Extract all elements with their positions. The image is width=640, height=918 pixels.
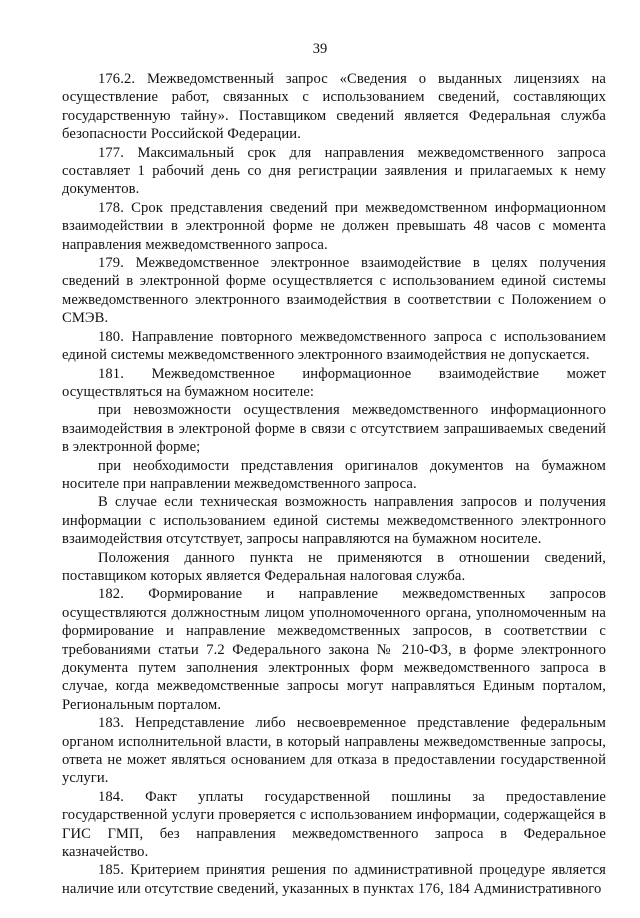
paragraph-181-case-2: при необходимости представления оригиналов документов на бумажном носителе при направлении межведомственного запроса.: [62, 457, 606, 492]
paragraph-181: 181. Межведомственное информационное взаимодействие может осуществляться на бумажном носителе:: [62, 365, 606, 400]
paragraph-181-exception: Положения данного пункта не применяются в отношении сведений, поставщиком которых является Федеральная налоговая служба.: [62, 549, 606, 584]
page-body: [62, 70, 606, 898]
paragraph-181-paper-fallback: В случае если техническая возможность направления запросов и получения информации с использованием единой системы межведомственного электронного взаимодействия отсутствует, запросы направляются на бумажном носителе.: [62, 494, 606, 548]
paragraph-182: 182. Формирование и направление межведомственных запросов осуществляются должностным лицом уполномоченного органа, уполномоченным на формирование и направление межведомственных запросов, в соответствии с требованиями статьи 7.2 Федерального закона № 210-ФЗ, в форме электронного документа путем заполнения электронных форм межведомственного запроса в случае, когда межведомственные запросы могут направляться Единым порталом, Региональным порталом.: [62, 586, 606, 713]
paragraph-185: 185. Критерием принятия решения по административной процедуре является наличие или отсутствие сведений, указанных в пунктах 176, 184 Административного: [62, 862, 606, 897]
paragraph-184: 184. Факт уплаты государственной пошлины за предоставление государственной услуги проверяется с использованием информации, содержащейся в ГИС ГМП, без направления межведомственного запроса в Федеральное казначейство.: [62, 788, 606, 861]
paragraph-181-case-1: при невозможности осуществления межведомственного информационного взаимодействия в электроной форме в связи с отсутствием запрашиваемых сведений в электронной форме;: [62, 402, 606, 456]
paragraph-183: 183. Непредставление либо несвоевременное представление федеральным органом исполнительной власти, в который направлены межведомственные запросы, ответа не может являться основанием для отказа в предоставлении государственной услуги.: [62, 715, 606, 787]
paragraph-176-2: 176.2. Межведомственный запрос «Сведения о выданных лицензиях на осуществление работ, связанных с использованием сведений, составляющих государственную тайну». Поставщиком сведений является Федеральная служба безопасности Российской Федерации.: [62, 71, 606, 143]
page-number: 39: [312, 41, 328, 57]
paragraph-179: 179. Межведомственное электронное взаимодействие в целях получения сведений в электронной форме осуществляется с использованием единой системы межведомственного электронного взаимодействия в соответствии с Положением о СМЭВ.: [62, 255, 606, 327]
paragraph-177: 177. Максимальный срок для направления межведомственного запроса составляет 1 рабочий день со дня регистрации заявления и прилагаемых к нему документов.: [62, 144, 606, 198]
paragraph-178: 178. Срок представления сведений при межведомственном информационном взаимодействии в электронной форме не должен превышать 48 часов с момента направления межведомственного запроса.: [62, 199, 606, 253]
paragraph-180: 180. Направление повторного межведомственного запроса с использованием единой системы межведомственного электронного взаимодействия не допускается.: [62, 328, 606, 364]
